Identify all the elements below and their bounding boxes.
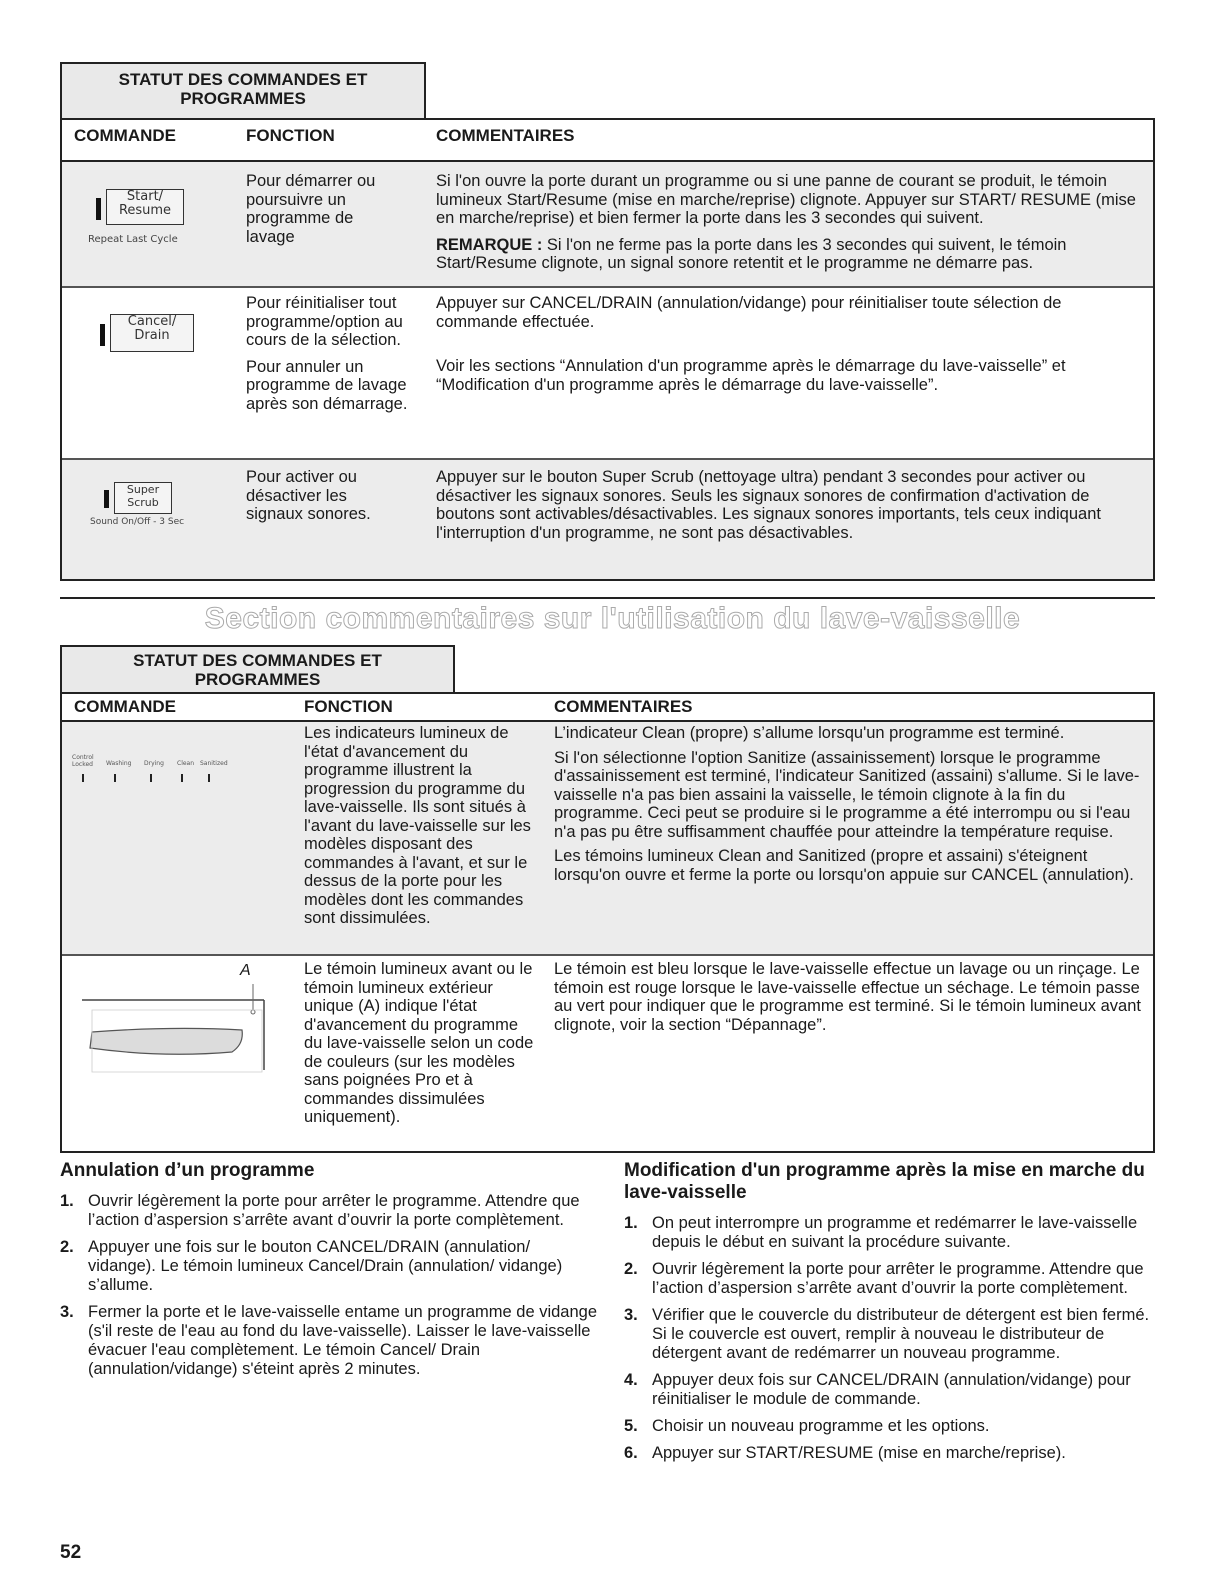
led-label-washing: Washing — [106, 760, 132, 767]
start-resume-fonction: Pour démarrer ou poursuivre un programme de lavage — [246, 172, 376, 246]
step-text: On peut interrompre un programme et redémarrer le lave-vaisselle depuis le début en suivant la procédure suivante. — [652, 1214, 1138, 1251]
cancel-drain-fonction-1: Pour réinitialiser tout programme/option au cours de la sélection. — [246, 294, 403, 349]
super-scrub-button — [114, 482, 172, 514]
step-text: Fermer la porte et le lave-vaisselle entame un programme de vidange (s'il reste de l'eau au fond du lave-vaisselle). Laisser le lave-vaisselle évacuer l'eau complètement. Le témoin Cancel/ Drain (annulation/vidange) s'éteint après 2 minutes. — [88, 1303, 598, 1378]
start-resume-label-2: Resume — [118, 203, 172, 218]
cancel-drain-button — [110, 314, 194, 352]
step-text: Choisir un nouveau programme et les options. — [652, 1417, 990, 1435]
led-label-clean: Clean — [177, 760, 195, 767]
super-scrub-comment: Appuyer sur le bouton Super Scrub (nettoyage ultra) pendant 3 secondes pour activer ou désactiver les signaux sonores. Seuls les signaux sonores de confirmation d'activation de boutons sont activables/désactivables. Les signaux sonores importants, tels ceux indiquant l'interruption d'un programme, ne sont pas désactivables. — [436, 468, 1101, 542]
led-indicator — [82, 774, 84, 782]
step-number: 1. — [624, 1214, 638, 1232]
table1-title-line1: STATUT DES COMMANDES ET — [118, 70, 368, 89]
table1 — [60, 118, 1155, 581]
table1-header — [62, 120, 1153, 162]
table1-row-start-resume — [62, 162, 1153, 286]
list-item — [624, 1371, 1154, 1409]
list-item — [60, 1192, 600, 1230]
list-item — [624, 1260, 1154, 1298]
super-scrub-label-2: Scrub — [127, 496, 159, 509]
button-indicator-bar — [104, 490, 109, 508]
button-indicator-bar — [96, 198, 101, 220]
cancel-drain-label-2: Drain — [134, 328, 170, 343]
col-fonction: FONCTION — [304, 697, 393, 716]
dishwasher-handle-illustration — [72, 980, 272, 1080]
start-resume-comment-1: Si l'on ouvre la porte durant un programme ou si une panne de courant se produit, le témoin lumineux Start/Resume (mise en marche/reprise) clignote. Appuyer sur START/ RESUME (mise en marche/reprise) et bien fermer la porte dans les 3 secondes qui suivent. — [436, 172, 1136, 227]
table2-title-line1: STATUT DES COMMANDES ET — [133, 651, 382, 670]
super-scrub-fonction: Pour activer ou désactiver les signaux sonores. — [246, 468, 371, 523]
step-text: Appuyer sur START/RESUME (mise en marche/reprise). — [652, 1444, 1066, 1462]
col-commentaires: COMMENTAIRES — [554, 697, 693, 716]
table1-row-super-scrub — [62, 460, 1153, 579]
progress-comment-3: Les témoins lumineux Clean and Sanitized (propre et assaini) s'éteignent lorsqu'on ouvre et ferme la porte ou lorsqu'on appuie sur CANCEL (annulation). — [554, 847, 1134, 884]
annulation-section — [60, 1160, 600, 1387]
step-number: 4. — [624, 1371, 638, 1389]
section-title: Section commentaires sur l'utilisation du lave-vaisselle — [204, 602, 1021, 635]
progress-comment-2: Si l'on sélectionne l'option Sanitize (assainissement) lorsque le programme d'assainissement est terminé, l'indicateur Sanitized (assaini) s'allume. Si le lave-vaisselle n'a pas bien assaini la vaisselle, le témoin clignote à la fin du programme. Ceci peut se produire si le programme a été interrompu ou si l'eau n'a pas pu être suffisamment chauffée pour atteindre la température requise. — [554, 748, 1140, 841]
cancel-drain-fonction — [246, 294, 416, 423]
cancel-drain-label-1: Cancel/ — [127, 314, 177, 329]
modification-heading: Modification d'un programme après la mise en marche du lave-vaisselle — [624, 1160, 1145, 1203]
led-indicator — [208, 774, 210, 782]
start-resume-comment — [436, 172, 1148, 283]
table1-row-cancel-drain — [62, 288, 1153, 458]
led-indicator — [181, 774, 183, 782]
modification-steps — [624, 1214, 1154, 1463]
step-number: 1. — [60, 1192, 74, 1210]
cancel-drain-fonction-2: Pour annuler un programme de lavage après son démarrage. — [246, 357, 408, 413]
start-resume-label-1: Start/ — [126, 189, 164, 204]
step-number: 3. — [624, 1306, 638, 1324]
front-light-letter-a: A — [240, 962, 251, 979]
led-label-sanitized: Sanitized — [200, 760, 228, 767]
modification-section — [624, 1160, 1154, 1471]
step-number: 6. — [624, 1444, 638, 1462]
annulation-heading: Annulation d’un programme — [60, 1160, 315, 1181]
col-fonction: FONCTION — [246, 126, 335, 145]
step-number: 2. — [60, 1238, 74, 1256]
table1-title-line2: PROGRAMMES — [180, 89, 306, 108]
step-text: Ouvrir légèrement la porte pour arrêter le programme. Attendre que l’action d’aspersion s’arrête avant d’ouvrir la porte complètement. — [652, 1260, 1144, 1297]
repeat-last-cycle-caption: Repeat Last Cycle — [88, 234, 178, 245]
list-item — [624, 1214, 1154, 1252]
cancel-drain-comment-2: Voir les sections “Annulation d'un programme après le démarrage du lave-vaisselle” et “Modification d'un programme après le démarrage du lave-vaisselle”. — [436, 357, 1066, 394]
col-commande: COMMANDE — [74, 126, 176, 145]
list-item — [624, 1444, 1154, 1463]
table2-row-progress-indicators — [62, 722, 1153, 954]
table2-title-line2: PROGRAMMES — [194, 670, 321, 689]
annulation-steps — [60, 1192, 600, 1379]
led-indicator — [114, 774, 116, 782]
front-light-comment: Le témoin est bleu lorsque le lave-vaisselle effectue un lavage ou un rinçage. Le témoin est rouge lorsque le lave-vaisselle effectue un séchage. Le témoin passe au vert pour indiquer que le programme est terminé. Si le témoin lumineux avant clignote, voir la section “Dépannage”. — [554, 960, 1141, 1034]
note-text: Si l'on ne ferme pas la porte dans les 3 secondes qui suivent, le témoin Start/Resume clignote, un signal sonore retentit et le programme ne démarre pas. — [436, 235, 1067, 272]
step-number: 5. — [624, 1417, 638, 1435]
col-commande: COMMANDE — [74, 697, 176, 716]
col-commentaires: COMMENTAIRES — [436, 126, 575, 145]
progress-indicators-comment — [554, 724, 1144, 894]
page-number: 52 — [60, 1542, 82, 1563]
step-number: 2. — [624, 1260, 638, 1278]
led-label-control-locked: Control Locked — [72, 754, 94, 768]
start-resume-button — [106, 189, 184, 225]
start-resume-comment-2 — [436, 236, 1148, 273]
step-text: Vérifier que le couvercle du distributeur de détergent est bien fermé. Si le couvercle est ouvert, remplir à nouveau le distributeur de détergent avant de redémarrer un nouveau programme. — [652, 1306, 1150, 1362]
list-item — [624, 1306, 1154, 1363]
table2-header — [62, 694, 1153, 722]
table2-title — [60, 645, 455, 693]
table2 — [60, 692, 1155, 1153]
table1-title — [60, 62, 426, 120]
table2-row-front-light — [62, 956, 1153, 1151]
sound-on-off-caption: Sound On/Off - 3 Sec — [90, 517, 185, 527]
list-item — [624, 1417, 1154, 1436]
list-item — [60, 1303, 600, 1379]
step-text: Ouvrir légèrement la porte pour arrêter le programme. Attendre que l’action d’aspersion s’arrête avant d’ouvrir la porte complètement. — [88, 1192, 580, 1229]
cancel-drain-comment — [436, 294, 1136, 404]
progress-indicators-fonction: Les indicateurs lumineux de l'état d'avancement du programme illustrent la progression du programme du lave-vaisselle. Ils sont situés à l'avant du lave-vaisselle sur les modèles disposant des commandes à l'avant, et sur le dessus de la porte pour les modèles dont les commandes sont dissimulées. — [304, 724, 531, 927]
note-label: REMARQUE : — [436, 235, 543, 254]
step-text: Appuyer une fois sur le bouton CANCEL/DRAIN (annulation/ vidange). Le témoin lumineux Cancel/Drain (annulation/ vidange) s’allume. — [88, 1238, 563, 1294]
step-text: Appuyer deux fois sur CANCEL/DRAIN (annulation/vidange) pour réinitialiser le module de commande. — [652, 1371, 1131, 1408]
super-scrub-label-1: Super — [126, 483, 160, 496]
list-item — [60, 1238, 600, 1295]
button-indicator-bar — [100, 324, 105, 346]
progress-comment-1: L’indicateur Clean (propre) s’allume lorsqu'un programme est terminé. — [554, 724, 1065, 742]
cancel-drain-comment-1: Appuyer sur CANCEL/DRAIN (annulation/vidange) pour réinitialiser toute sélection de commande effectuée. — [436, 294, 1062, 331]
led-indicator — [150, 774, 152, 782]
front-light-fonction: Le témoin lumineux avant ou le témoin lumineux extérieur unique (A) indique l'état d'avancement du programme du lave-vaisselle selon un code de couleurs (sur les modèles sans poignées Pro et à commandes dissimulées uniquement). — [304, 960, 534, 1126]
led-label-drying: Drying — [144, 760, 164, 767]
step-number: 3. — [60, 1303, 74, 1321]
section-divider — [60, 597, 1155, 599]
